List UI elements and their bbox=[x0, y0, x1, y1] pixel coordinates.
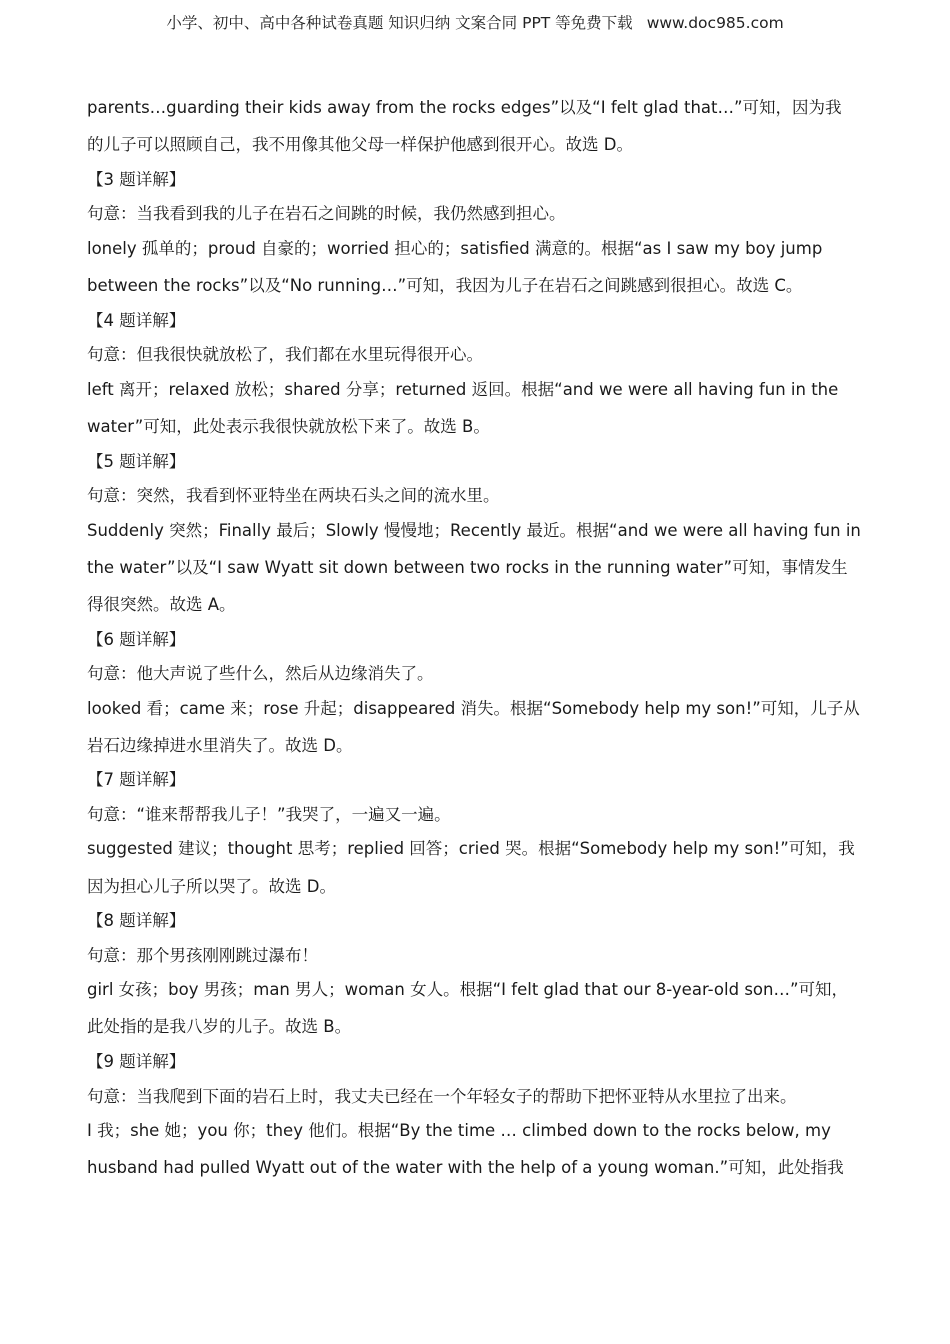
text-line: Suddenly 突然；Finally 最后；Slowly 慢慢地；Recently 最近。根据“and we were all having fun in bbox=[87, 521, 861, 540]
text-line: parents…guarding their kids away from the rocks edges”以及“I felt glad that…”可知，因为我 bbox=[87, 98, 842, 117]
section-heading: 【3 题详解】 bbox=[87, 170, 186, 189]
text-line: I 我；she 她；you 你；they 他们。根据“By the time … climbed down to the rocks below, my bbox=[87, 1121, 831, 1140]
text-line: between the rocks”以及“No running…”可知，我因为儿子在岩石之间跳感到很担心。故选 C。 bbox=[87, 276, 803, 295]
text-line: 的儿子可以照顾自己，我不用像其他父母一样保护他感到很开心。故选 D。 bbox=[87, 135, 633, 154]
section-heading: 【7 题详解】 bbox=[87, 770, 186, 789]
text-line: 句意：“谁来帮帮我儿子！”我哭了，一遍又一遍。 bbox=[87, 805, 451, 824]
text-line: looked 看；came 来；rose 升起；disappeared 消失。根据“Somebody help my son!”可知，儿子从 bbox=[87, 699, 860, 718]
text-line: water”可知，此处表示我很快就放松下来了。故选 B。 bbox=[87, 417, 490, 436]
text-line: 句意：他大声说了些什么，然后从边缘消失了。 bbox=[87, 664, 434, 683]
text-line: girl 女孩；boy 男孩；man 男人；woman 女人。根据“I felt glad that our 8-year-old son…”可知， bbox=[87, 980, 849, 999]
section-heading: 【6 题详解】 bbox=[87, 630, 186, 649]
text-line: 句意：突然，我看到怀亚特坐在两块石头之间的流水里。 bbox=[87, 486, 500, 505]
text-line: suggested 建议；thought 思考；replied 回答；cried 哭。根据“Somebody help my son!”可知，我 bbox=[87, 839, 855, 858]
text-line: 句意：当我看到我的儿子在岩石之间跳的时候，我仍然感到担心。 bbox=[87, 204, 566, 223]
text-line: the water”以及“I saw Wyatt sit down between two rocks in the running water”可知，事情发生 bbox=[87, 558, 848, 577]
text-line: 岩石边缘掉进水里消失了。故选 D。 bbox=[87, 736, 353, 755]
text-line: 此处指的是我八岁的儿子。故选 B。 bbox=[87, 1017, 352, 1036]
section-heading: 【4 题详解】 bbox=[87, 311, 186, 330]
page-header bbox=[0, 11, 950, 33]
text-line: left 离开；relaxed 放松；shared 分享；returned 返回。根据“and we were all having fun in the bbox=[87, 380, 839, 399]
text-line: 因为担心儿子所以哭了。故选 D。 bbox=[87, 877, 336, 896]
text-line: 句意：但我很快就放松了，我们都在水里玩得很开心。 bbox=[87, 345, 483, 364]
header-text: 小学、初中、高中各种试卷真题 知识归纳 文案合同 PPT 等免费下载 bbox=[166, 14, 633, 32]
section-heading: 【8 题详解】 bbox=[87, 911, 186, 930]
header-url[interactable]: www.doc985.com bbox=[646, 14, 784, 32]
text-line: lonely 孤单的；proud 自豪的；worried 担心的；satisfied 满意的。根据“as I saw my boy jump bbox=[87, 239, 823, 258]
text-line: 得很突然。故选 A。 bbox=[87, 595, 236, 614]
text-line: husband had pulled Wyatt out of the water with the help of a young woman.”可知，此处指我 bbox=[87, 1158, 844, 1177]
text-line: 句意：当我爬到下面的岩石上时，我丈夫已经在一个年轻女子的帮助下把怀亚特从水里拉了出来。 bbox=[87, 1087, 797, 1106]
section-heading: 【9 题详解】 bbox=[87, 1052, 186, 1071]
section-heading: 【5 题详解】 bbox=[87, 452, 186, 471]
text-line: 句意：那个男孩刚刚跳过瀑布！ bbox=[87, 946, 318, 965]
